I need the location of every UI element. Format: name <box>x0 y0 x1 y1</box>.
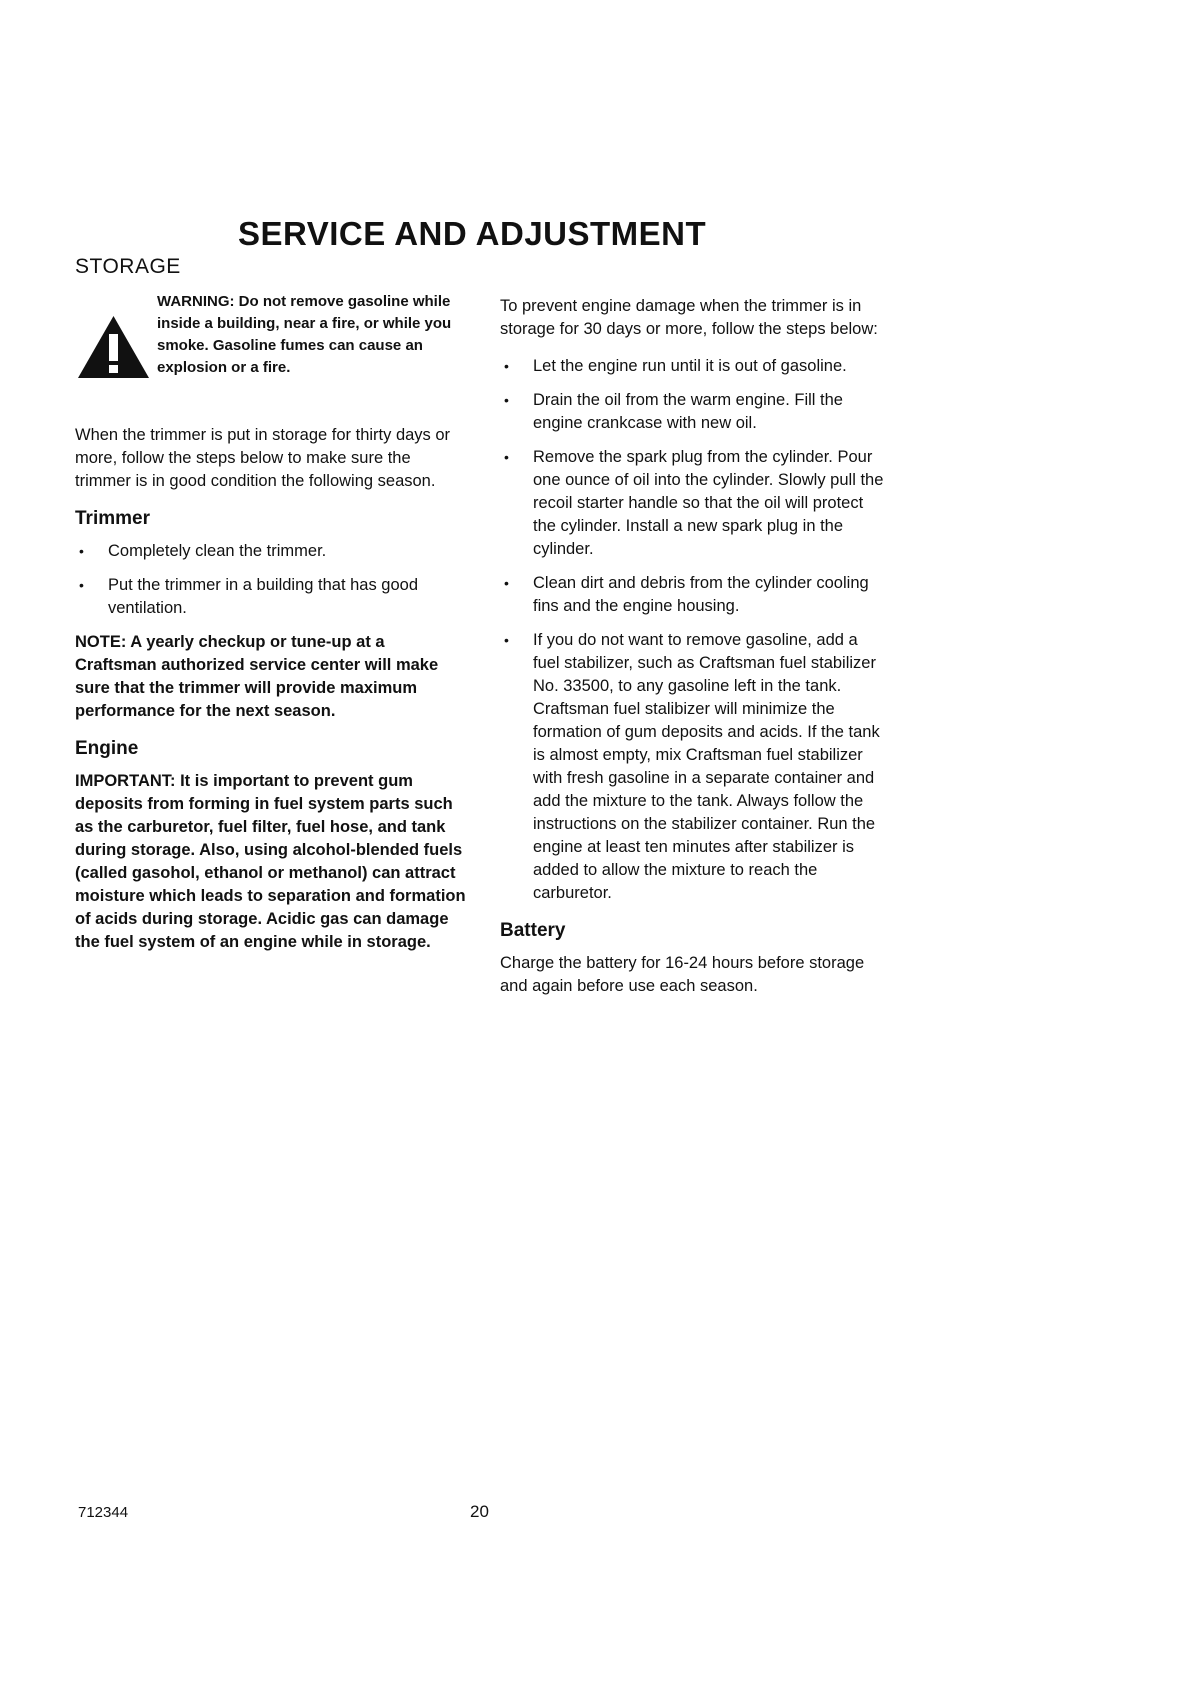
warning-text: WARNING: Do not remove gasoline while inside a building, near a fire, or while you smoke. Gasoline fumes can cause an explosion or a fire. <box>157 293 452 376</box>
right-column <box>500 295 885 998</box>
battery-text: Charge the battery for 16-24 hours before storage and again before use each season. <box>500 953 865 995</box>
left-column <box>75 424 470 954</box>
engine-list <box>500 355 885 905</box>
bullet-icon: • <box>504 449 509 465</box>
storage-intro: When the trimmer is put in storage for thirty days or more, follow the steps below to make sure the trimmer is in good condition the following season. <box>75 426 451 490</box>
bullet-icon: • <box>504 358 509 374</box>
list-item: • If you do not want to remove gasoline, add a fuel stabilizer, such as Craftsman fuel stabilizer No. 33500, to any gasoline left in the tank. Craftsman fuel stalibizer will minimize the formation of gum deposits and acids. If the tank is almost empty, mix Craftsman fuel stabilizer with fresh gasoline in a separate container and add the mixture to the tank. Always follow the instructions on the stabilizer container. Run the engine at least ten minutes after stabilizer is added to allow the mixture to reach the carburetor. <box>504 631 880 902</box>
trimmer-list <box>75 540 470 620</box>
bullet-icon: • <box>79 542 84 559</box>
list-item: • Remove the spark plug from the cylinder. Pour one ounce of oil into the cylinder. Slowly pull the recoil starter handle so that the oil will protect the cylinder. Install a new spark plug in the cylinder. <box>504 448 884 558</box>
note-text: NOTE: A yearly checkup or tune-up at a Craftsman authorized service center will make sure that the trimmer will provide maximum performance for the next season. <box>75 632 439 720</box>
warning-triangle-icon <box>76 314 151 380</box>
page-number: 20 <box>470 1502 489 1521</box>
list-item: • Drain the oil from the warm engine. Fill the engine crankcase with new oil. <box>504 391 843 432</box>
list-item: • Put the trimmer in a building that has good ventilation. <box>79 575 419 617</box>
engine-intro: To prevent engine damage when the trimmer is in storage for 30 days or more, follow the steps below: <box>500 297 878 338</box>
page-title: SERVICE AND ADJUSTMENT <box>238 215 707 252</box>
list-item: • Completely clean the trimmer. <box>75 540 470 563</box>
battery-heading: Battery <box>500 920 566 941</box>
list-item: • Clean dirt and debris from the cylinder cooling fins and the engine housing. <box>504 574 869 615</box>
trimmer-heading: Trimmer <box>75 508 150 529</box>
bullet-icon: • <box>504 632 509 648</box>
bullet-icon: • <box>504 575 509 591</box>
important-text: IMPORTANT: It is important to prevent gum deposits from forming in fuel system parts such as the carburetor, fuel filter, fuel hose, and tank during storage. Also, using alcohol-blended fuels (called gasohol, ethanol or methanol) can attract moisture which leads to separation and formation of acids during storage. Acidic gas can damage the fuel system of an engine while in storage. <box>75 771 466 951</box>
engine-heading: Engine <box>75 737 139 759</box>
bullet-icon: • <box>504 392 509 408</box>
list-item: • Let the engine run until it is out of gasoline. <box>500 355 885 378</box>
bullet-icon: • <box>79 576 84 593</box>
section-title-storage: STORAGE <box>75 255 181 278</box>
document-number: 712344 <box>78 1504 129 1521</box>
